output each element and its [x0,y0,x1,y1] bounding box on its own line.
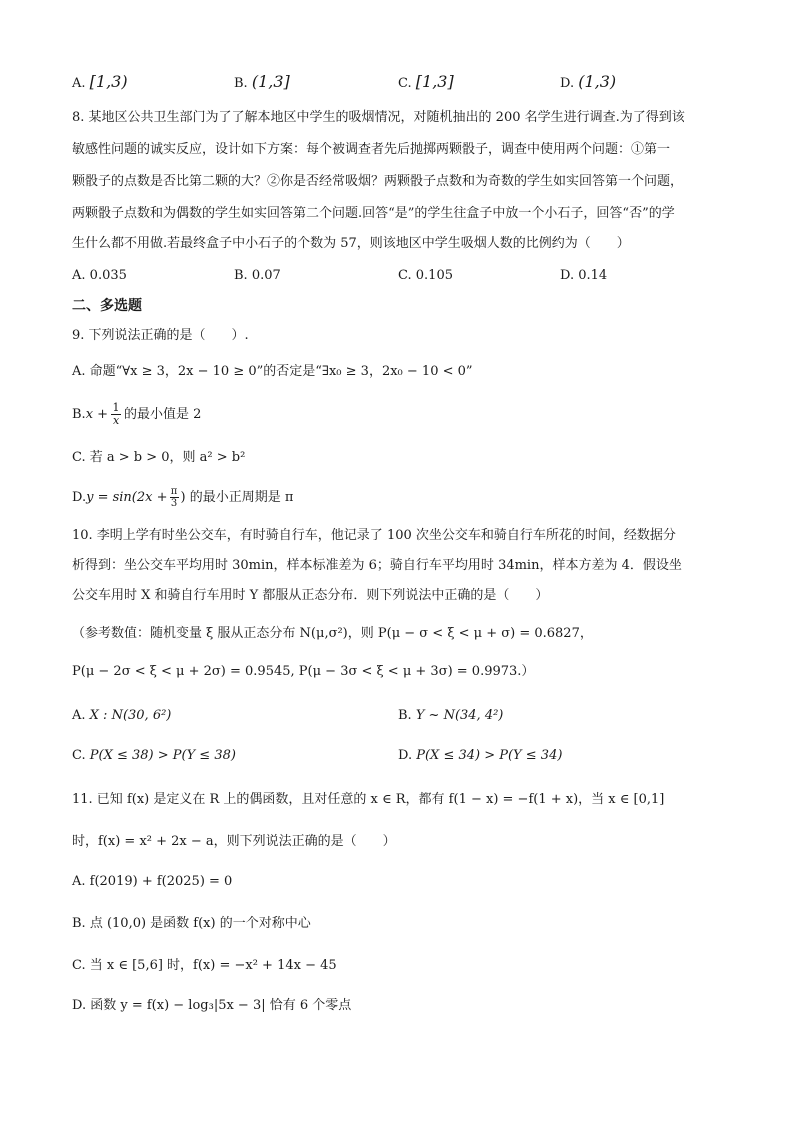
option-text: 0.07 [251,268,281,283]
q8-stem-line: 生什么都不用做.若最终盒子中小石子的个数为 57，则该地区中学生吸烟人数的比例约为（ ） [72,236,630,251]
q9-option-d [72,486,293,509]
q11-option-d: D. 函数 y = f(x) − log₃|5x − 3| 恰有 6 个零点 [72,998,352,1013]
q10-stem-line: 析得到：坐公交车平均用时 30min，样本标准差为 6；骑自行车平均用时 34min，样本方差为 4．假设坐 [72,558,682,573]
option-text: ) 的最小正周期是 π [180,489,294,505]
option-text: 0.14 [578,268,608,283]
q8-option-b [234,266,281,286]
option-letter: B. [234,76,248,91]
option-text: 的最小值是 2 [124,406,202,422]
option-text: 0.035 [89,268,127,283]
fraction-denominator: 3 [170,498,178,509]
option-letter: C. [72,748,86,763]
q11-stem-line: 11. 已知 f(x) 是定义在 R 上的偶函数，且对任意的 x ∈ R，都有 f(1 − x) = −f(1 + x)，当 x ∈ [0,1] [72,792,665,807]
option-letter: D. [72,489,87,505]
section-heading: 二、多选题 [72,298,142,314]
option-text: 0.105 [415,268,453,283]
q8-option-c [398,266,453,286]
q11-option-a: A. f(2019) + f(2025) = 0 [72,874,233,889]
option-text: [1,3] [415,72,454,91]
q10-option-d [398,746,562,766]
option-letter: B. [72,406,86,422]
math-expression: y = sin(2x + [86,489,168,505]
q10-option-c [72,746,236,766]
q10-stem-line: 10. 李明上学有时坐公交车，有时骑自行车，他记录了 100 次坐公交车和骑自行车所花的时间，经数据分 [72,528,676,543]
q8-stem-line: 颗骰子的点数是否比第二颗的大？②你是否经常吸烟？两颗骰子点数和为奇数的学生如实回答第一个问题， [72,174,684,189]
q10-reference-line: P(μ − 2σ < ξ < μ + 2σ) = 0.9545, P(μ − 3σ < ξ < μ + 3σ) = 0.9973.） [72,664,535,679]
option-text: P(X ≤ 34) > P(Y ≤ 34) [416,748,563,763]
fraction-denominator: x [112,414,120,427]
q7-option-b [234,72,290,94]
fraction-numerator: 1 [112,401,120,414]
option-letter: C. [398,76,412,91]
q7-option-a [72,72,128,94]
q9-option-a: A. 命题“∀x ≥ 3，2x − 10 ≥ 0”的否定是“∃x₀ ≥ 3，2x₀ − 10 < 0” [72,364,473,379]
option-text: X : N(30, 6²) [89,708,172,723]
option-letter: C. [398,268,412,283]
q8-option-a [72,266,127,286]
option-letter: D. [398,748,413,763]
q11-stem-line: 时，f(x) = x² + 2x − a，则下列说法正确的是（ ） [72,834,396,849]
option-letter: D. [560,268,575,283]
option-text: P(X ≤ 38) > P(Y ≤ 38) [89,748,236,763]
q11-option-c: C. 当 x ∈ [5,6] 时，f(x) = −x² + 14x − 45 [72,958,337,973]
option-letter: B. [234,268,248,283]
q8-option-d [560,266,607,286]
fraction [111,402,121,427]
math-expression: x + [85,406,109,422]
option-text: Y ~ N(34, 4²) [415,708,504,723]
q10-option-b [398,706,503,726]
option-text: (1,3) [578,72,617,91]
q11-option-b: B. 点 (10,0) 是函数 f(x) 的一个对称中心 [72,916,311,931]
q9-option-b [72,402,201,427]
q8-stem-line: 两颗骰子点数和为偶数的学生如实回答第二个问题.回答“是”的学生往盒子中放一个小石子，回答“否”的学 [72,206,675,221]
q10-reference-line: （参考数值：随机变量 ξ 服从正态分布 N(μ,σ²)，则 P(μ − σ < ξ < μ + σ) = 0.6827， [72,626,593,641]
q8-stem-line: 敏感性问题的诚实反应，设计如下方案：每个被调查者先后抛掷两颗骰子，调查中使用两个问题：①第一 [72,142,671,157]
option-letter: D. [560,76,575,91]
option-letter: A. [72,708,86,723]
q10-option-a [72,706,171,726]
option-letter: B. [398,708,412,723]
q7-option-c [398,72,454,94]
q7-option-d [560,72,616,94]
q10-stem-line: 公交车用时 X 和骑自行车用时 Y 都服从正态分布．则下列说法中正确的是（ ） [72,588,549,603]
option-letter: A. [72,76,86,91]
q8-stem-line: 8. 某地区公共卫生部门为了了解本地区中学生的吸烟情况，对随机抽出的 200 名学生进行调查.为了得到该 [72,110,685,125]
q9-option-c: C. 若 a > b > 0，则 a² > b² [72,450,246,465]
q9-stem: 9. 下列说法正确的是（ ）. [72,328,249,343]
option-text: [1,3) [89,72,128,91]
option-text: (1,3] [251,72,290,91]
fraction-numerator: π [170,486,178,497]
option-letter: A. [72,268,86,283]
fraction [170,486,179,509]
